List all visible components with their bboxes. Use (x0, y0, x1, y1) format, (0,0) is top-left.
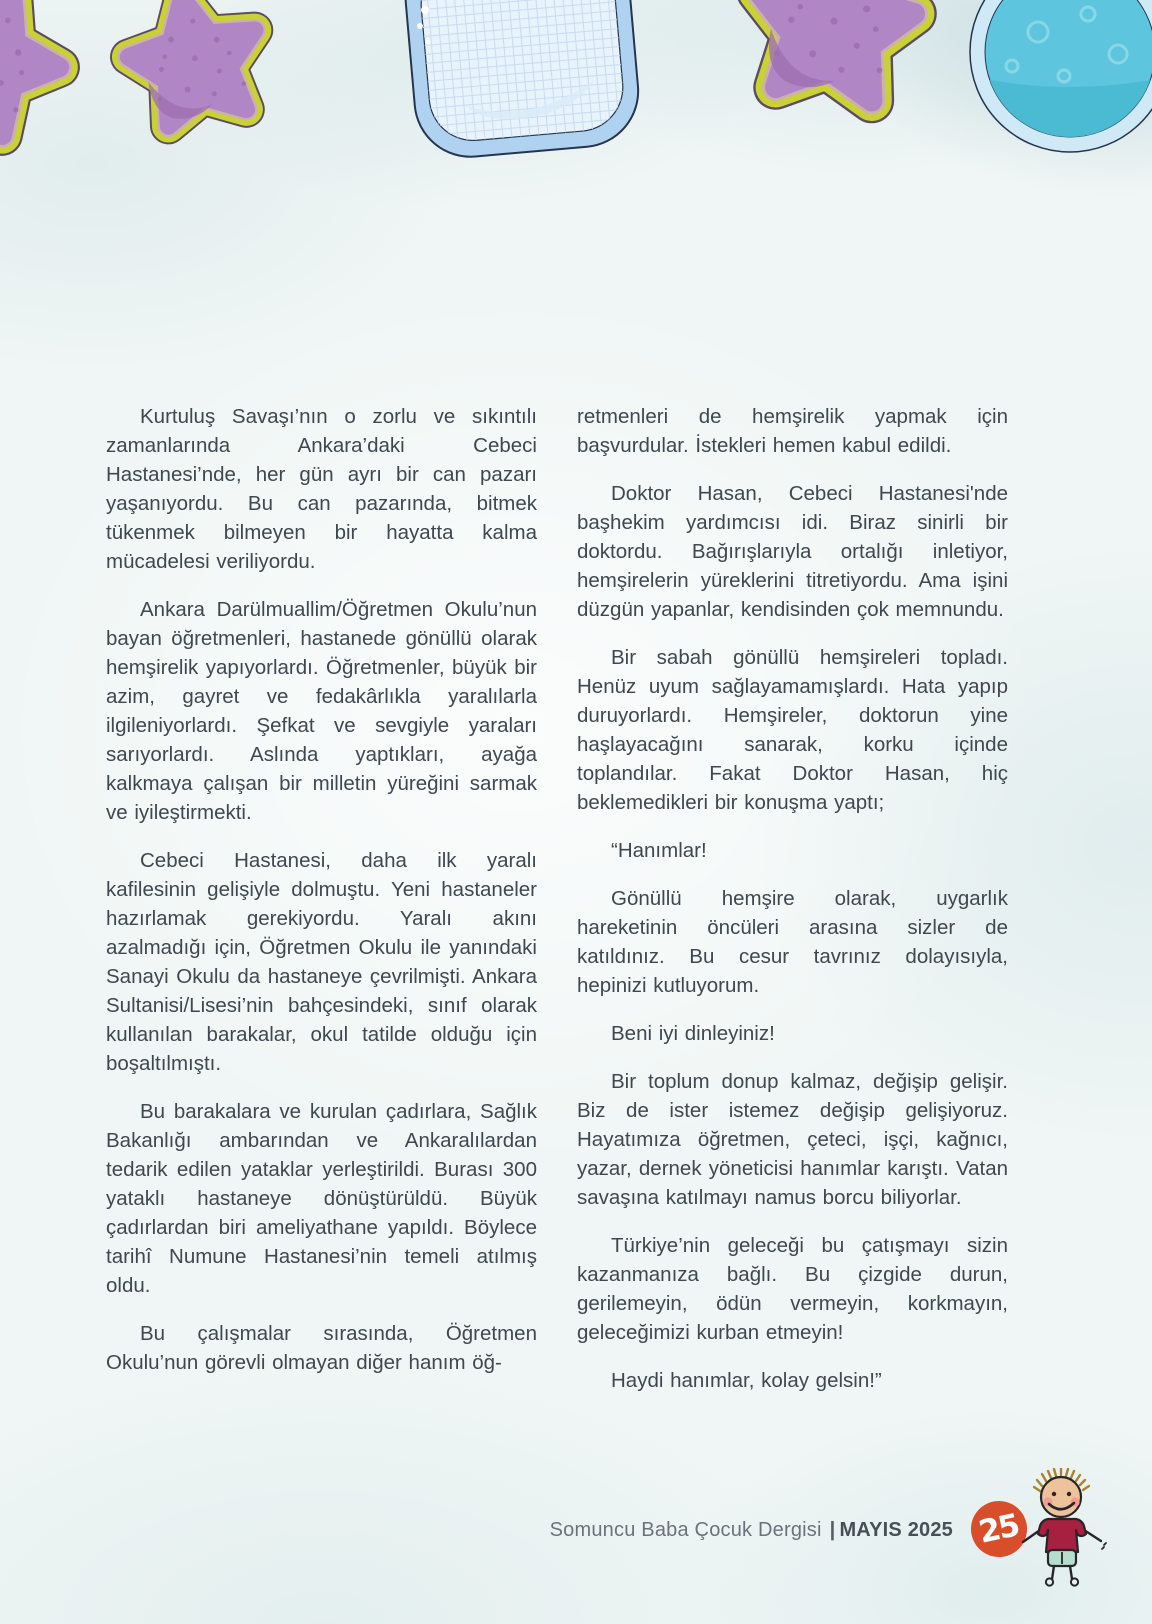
paragraph: Beni iyi dinleyiniz! (611, 1022, 775, 1045)
paragraph: retmenleri de hemşirelik yapmak için başvurdular. İstekleri hemen kabul edildi. (577, 405, 1008, 457)
paragraph: Bu çalışmalar sırasında, Öğretmen Okulu’nun görevli olmayan diğer hanım öğ- (106, 1322, 537, 1374)
footer (0, 1519, 953, 1542)
article-column-left (106, 402, 537, 1414)
starfish-icon (746, 0, 922, 105)
paragraph: Haydi hanımlar, kolay gelsin!” (611, 1369, 882, 1392)
paragraph: Gönüllü hemşire olarak, uygarlık hareketinin öncüleri arasına sizler de katıldınız. Bu cesur tavrınız dolayısıyla, hepinizi kutluyorum. (577, 887, 1008, 997)
top-decorations (0, 0, 1152, 240)
magazine-name: Somuncu Baba Çocuk Dergisi (549, 1519, 822, 1541)
paragraph: Bir sabah gönüllü hemşireleri topladı. Henüz uyum sağlayamamışlardı. Hata yapıp duruyorlardı. Hemşireler, doktorun yine haşlayacağını sanarak, korku içinde toplandılar. Fakat Doktor Hasan, hiç beklemedikleri bir konuşma yaptı; (577, 646, 1008, 814)
paragraph: Bir toplum donup kalmaz, değişip gelişir. Biz de ister istemez değişip gelişiyoruz. Hayatımıza öğretmen, çeteci, işçi, kağnıcı, yazar, dernek yöneticisi hanımlar karıştı. Vatan savaşına katılmayı namus borcu biliyorlar. (577, 1070, 1008, 1209)
paragraph: Kurtuluş Savaşı’nın o zorlu ve sıkıntılı zamanlarında Ankara’daki Cebeci Hastanesi’nde, her gün ayrı bir can pazarı yaşanıyordu. Bu can pazarında, bitmek tükenmek bilmeyen bir hayatta kalma mücadelesi veriliyordu. (106, 405, 537, 573)
paragraph: Cebeci Hastanesi, daha ilk yaralı kafilesinin gelişiyle dolmuştu. Yeni hastaneler hazırlamak gerekiyordu. Yaralı akını azalmadığı için, Öğretmen Okulu ile yanındaki Sanayi Okulu da hastaneye çevrilmişti. Ankara Sultanisi/Lisesi’nin bahçesindeki, sınıf olarak kullanılan barakalar, okul tatilde olduğu için boşaltılmıştı. (106, 849, 537, 1075)
boy-character-icon (1016, 1468, 1110, 1588)
article-column-right (577, 402, 1008, 1414)
bubble-icon (970, 0, 1152, 152)
story-text (106, 402, 1008, 1414)
starfish-icon (0, 0, 79, 146)
paragraph: Türkiye’nin geleceği bu çatışmayı sizin kazanmanıza bağlı. Bu çizgide durun, gerilemeyin, ödün vermeyin, korkmayın, geleceğimizi kurban etmeyin! (577, 1234, 1008, 1344)
issue-date: MAYIS 2025 (839, 1519, 953, 1541)
paragraph: Bu barakalara ve kurulan çadırlara, Sağlık Bakanlığı ambarından ve Ankaralılardan tedarik edilen yataklar yerleştirildi. Burası 300 yataklı hastaneye dönüştürüldü. Büyük çadırlardan biri ameliyathane yapıldı. Böylece tarihî Numune Hastanesi’nin temeli atılmış oldu. (106, 1100, 537, 1297)
starfish-icon (119, 0, 271, 131)
footer-separator: | (829, 1519, 836, 1541)
paragraph: Doktor Hasan, Cebeci Hastanesi'nde başhekim yardımcısı idi. Biraz sinirli bir doktordu. Bağırışlarıyla ortalığı inletiyor, hemşirelerin yüreklerini titretiyordu. Ama işini düzgün yapanlar, kendisinden çok memnundu. (577, 482, 1008, 621)
page-number: 25 (976, 1507, 1022, 1551)
paragraph: Ankara Darülmuallim/Öğretmen Okulu’nun bayan öğretmenleri, hastanede gönüllü olarak hemşirelik yapıyorlardı. Öğretmenler, büyük bir azim, gayret ve fedakârlıkla yaralılarla ilgileniyorlardı. Şefkat ve sevgiyle yaraları sarıyorlardı. Aslında yaptıkları, ayağa kalkmaya çalışan bir milletin yüreğini sarmak ve iyileştirmekti. (106, 598, 537, 824)
fishing-net-icon (401, 0, 643, 161)
paragraph: “Hanımlar! (611, 839, 707, 862)
